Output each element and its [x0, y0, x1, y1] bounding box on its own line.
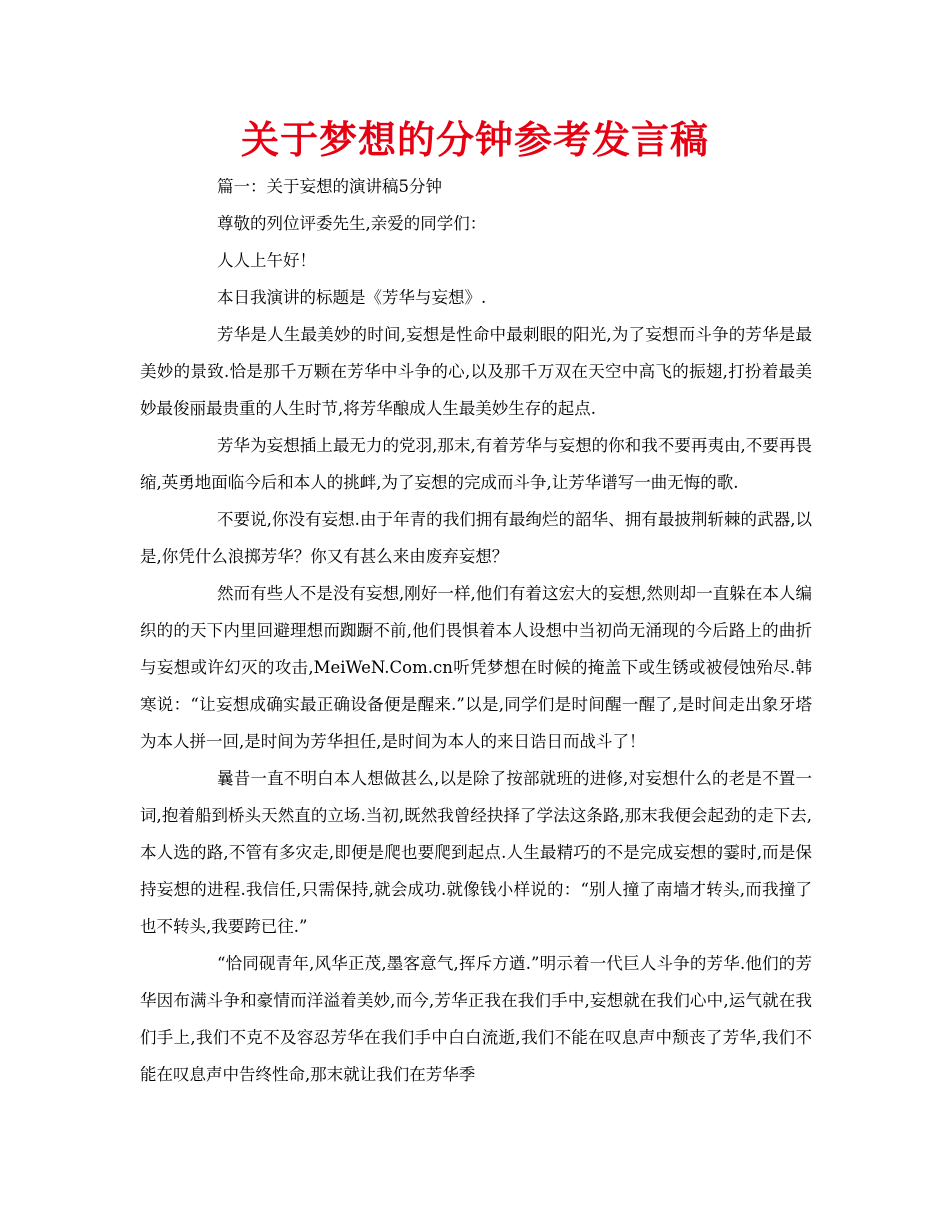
document-title: 关于梦想的分钟参考发言稿 — [240, 118, 709, 162]
paragraph: 芳华是人生最美妙的时间,妄想是性命中最刺眼的阳光,为了妄想而斗争的芳华是最美妙的景致.恰是那千万颗在芳华中斗争的心,以及那千万双在天空中高飞的振翅,打扮着最美妙最俊丽最贵重的人生时节,将芳华酿成人生最美妙生存的起点. — [140, 325, 812, 418]
paragraph: 芳华为妄想插上最无力的党羽,那末,有着芳华与妄想的你和我不要再夷由,不要再畏缩,英勇地面临今后和本人的挑衅,为了妄想的完成而斗争,让芳华谱写一曲无悔的歌. — [140, 436, 812, 492]
paragraph-heading: 篇一：关于妄想的演讲稿5分钟 — [217, 177, 442, 196]
document-body — [140, 168, 812, 1093]
paragraph-salutation: 尊敬的列位评委先生,亲爱的同学们： — [217, 214, 487, 233]
paragraph: 不要说,你没有妄想.由于年青的我们拥有最绚烂的韶华、拥有最披荆斩棘的武器,以是,你凭什么浪掷芳华？你又有甚么来由废弃妄想？ — [140, 510, 812, 566]
paragraph: “恰同砚青年,风华正茂,墨客意气,挥斥方遒.”明示着一代巨人斗争的芳华.他们的芳华因布满斗争和豪情而洋溢着美妙,而今,芳华正我在我们手中,妄想就在我们心中,运气就在我们手上,我们不克不及容忍芳华在我们手中白白流逝,我们不能在叹息声中颓丧了芳华,我们不能在叹息声中告终性命,那末就让我们在芳华季 — [140, 954, 812, 1084]
paragraph: 曩昔一直不明白本人想做甚么,以是除了按部就班的进修,对妄想什么的老是不置一词,抱着船到桥头天然直的立场.当初,既然我曾经抉择了学法这条路,那末我便会起劲的走下去,本人选的路,不管有多灾走,即便是爬也要爬到起点.人生最精巧的不是完成妄想的霎时,而是保持妄想的进程.我信任,只需保持,就会成功.就像钱小样说的：“别人撞了南墙才转头,而我撞了也不转头,我要跨已往.” — [140, 769, 812, 936]
paragraph-topic: 本日我演讲的标题是《芳华与妄想》. — [217, 288, 487, 307]
paragraph-greeting: 人人上午好！ — [217, 251, 316, 270]
paragraph: 然而有些人不是没有妄想,刚好一样,他们有着这宏大的妄想,然则却一直躲在本人编织的的天下内里回避理想而踟蹰不前,他们畏惧着本人设想中当初尚无涌现的今后路上的曲折与妄想或许幻灭的攻击,MeiWeN.Com.cn听凭梦想在时候的掩盖下或生锈或被侵蚀殆尽.韩寒说：“让妄想成确实最正确设备便是醒来.”以是,同学们是时间醒一醒了,是时间走出象牙塔为本人拼一回,是时间为芳华担任,是时间为本人的来日诰日而战斗了！ — [140, 584, 812, 751]
